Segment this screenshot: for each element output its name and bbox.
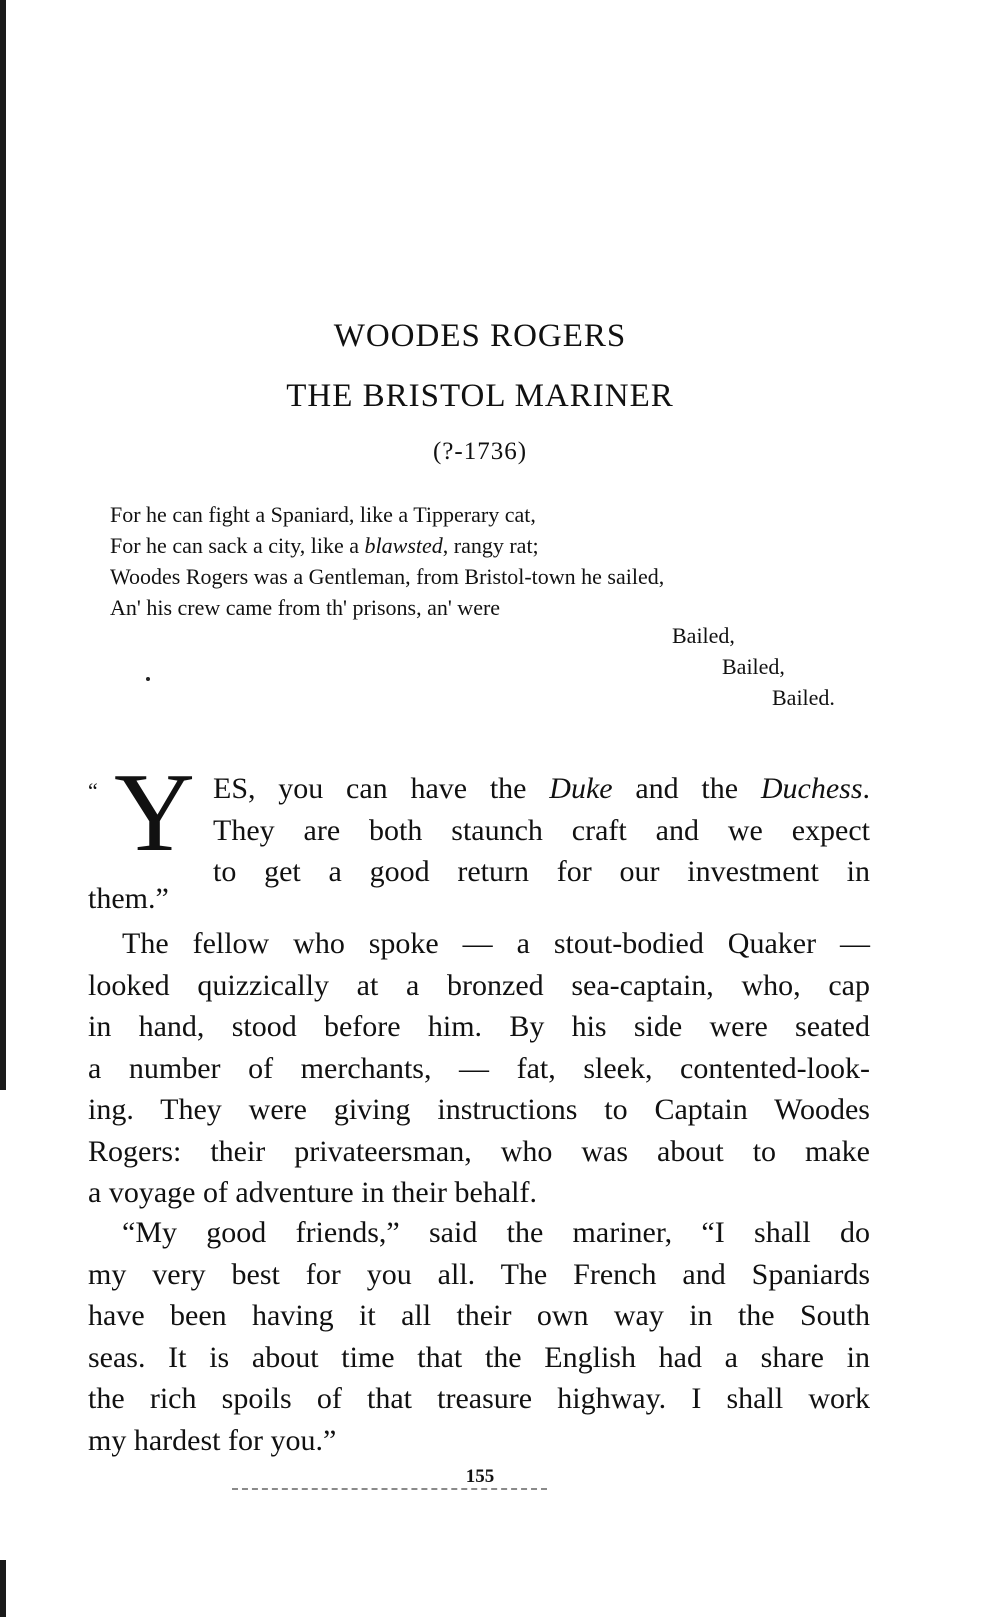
paragraph-2 [88, 923, 870, 1214]
text-line: seas. It is about time that the English had a share in [88, 1340, 870, 1374]
paragraph-1 [88, 768, 870, 893]
verse-refrain: Bailed, [722, 654, 785, 679]
paragraph-1-end: them.” [88, 882, 169, 915]
text-line: a voyage of adventure in their behalf. [88, 1176, 537, 1209]
text-line: my very best for you all. The French and Spaniards [88, 1257, 870, 1291]
footer-rule [232, 1488, 547, 1490]
text-line: looked quizzically at a bronzed sea-captain, who, cap [88, 968, 870, 1002]
opening-quote: “ [88, 778, 98, 803]
verse-refrain: Bailed, [672, 623, 735, 648]
print-speck [146, 677, 150, 681]
text-line: ES, you can have the Duke and the Duchess. [213, 772, 871, 805]
chapter-subtitle: THE BRISTOL MARINER [286, 378, 674, 414]
page-number: 155 [465, 1466, 495, 1487]
verse-line: Woodes Rogers was a Gentleman, from Bristol-town he sailed, [110, 564, 665, 589]
text-line: in hand, stood before him. By his side were seated [88, 1010, 870, 1043]
paragraph-3 [88, 1212, 870, 1461]
text-line: Rogers: their privateersman, who was about to make [88, 1134, 870, 1168]
text-line: “My good friends,” said the mariner, “I shall do [122, 1216, 870, 1249]
text-line: ing. They were giving instructions to Captain Woodes [88, 1093, 870, 1126]
spine-gap [0, 1090, 6, 1560]
text-line: They are both staunch craft and we expect [213, 813, 870, 847]
verse-line: For he can sack a city, like a blawsted, rangy rat; [110, 533, 539, 558]
text-line: to get a good return for our investment in [213, 855, 870, 888]
text-line: have been having it all their own way in the South [88, 1299, 870, 1332]
epigraph-verse [110, 499, 890, 623]
text-line: a number of merchants, — fat, sleek, contented-look- [88, 1051, 870, 1085]
verse-refrain: Bailed. [772, 685, 835, 710]
chapter-title: WOODES ROGERS [333, 318, 627, 354]
drop-cap: Y [114, 751, 195, 875]
verse-line: An' his crew came from th' prisons, an' were [110, 595, 501, 620]
verse-line: For he can fight a Spaniard, like a Tipperary cat, [110, 502, 536, 527]
text-line: my hardest for you.” [88, 1423, 337, 1457]
chapter-dates: (?-1736) [432, 438, 528, 465]
text-line: The fellow who spoke — a stout-bodied Quaker — [122, 927, 870, 960]
text-line: the rich spoils of that treasure highway. I shall work [88, 1382, 870, 1415]
